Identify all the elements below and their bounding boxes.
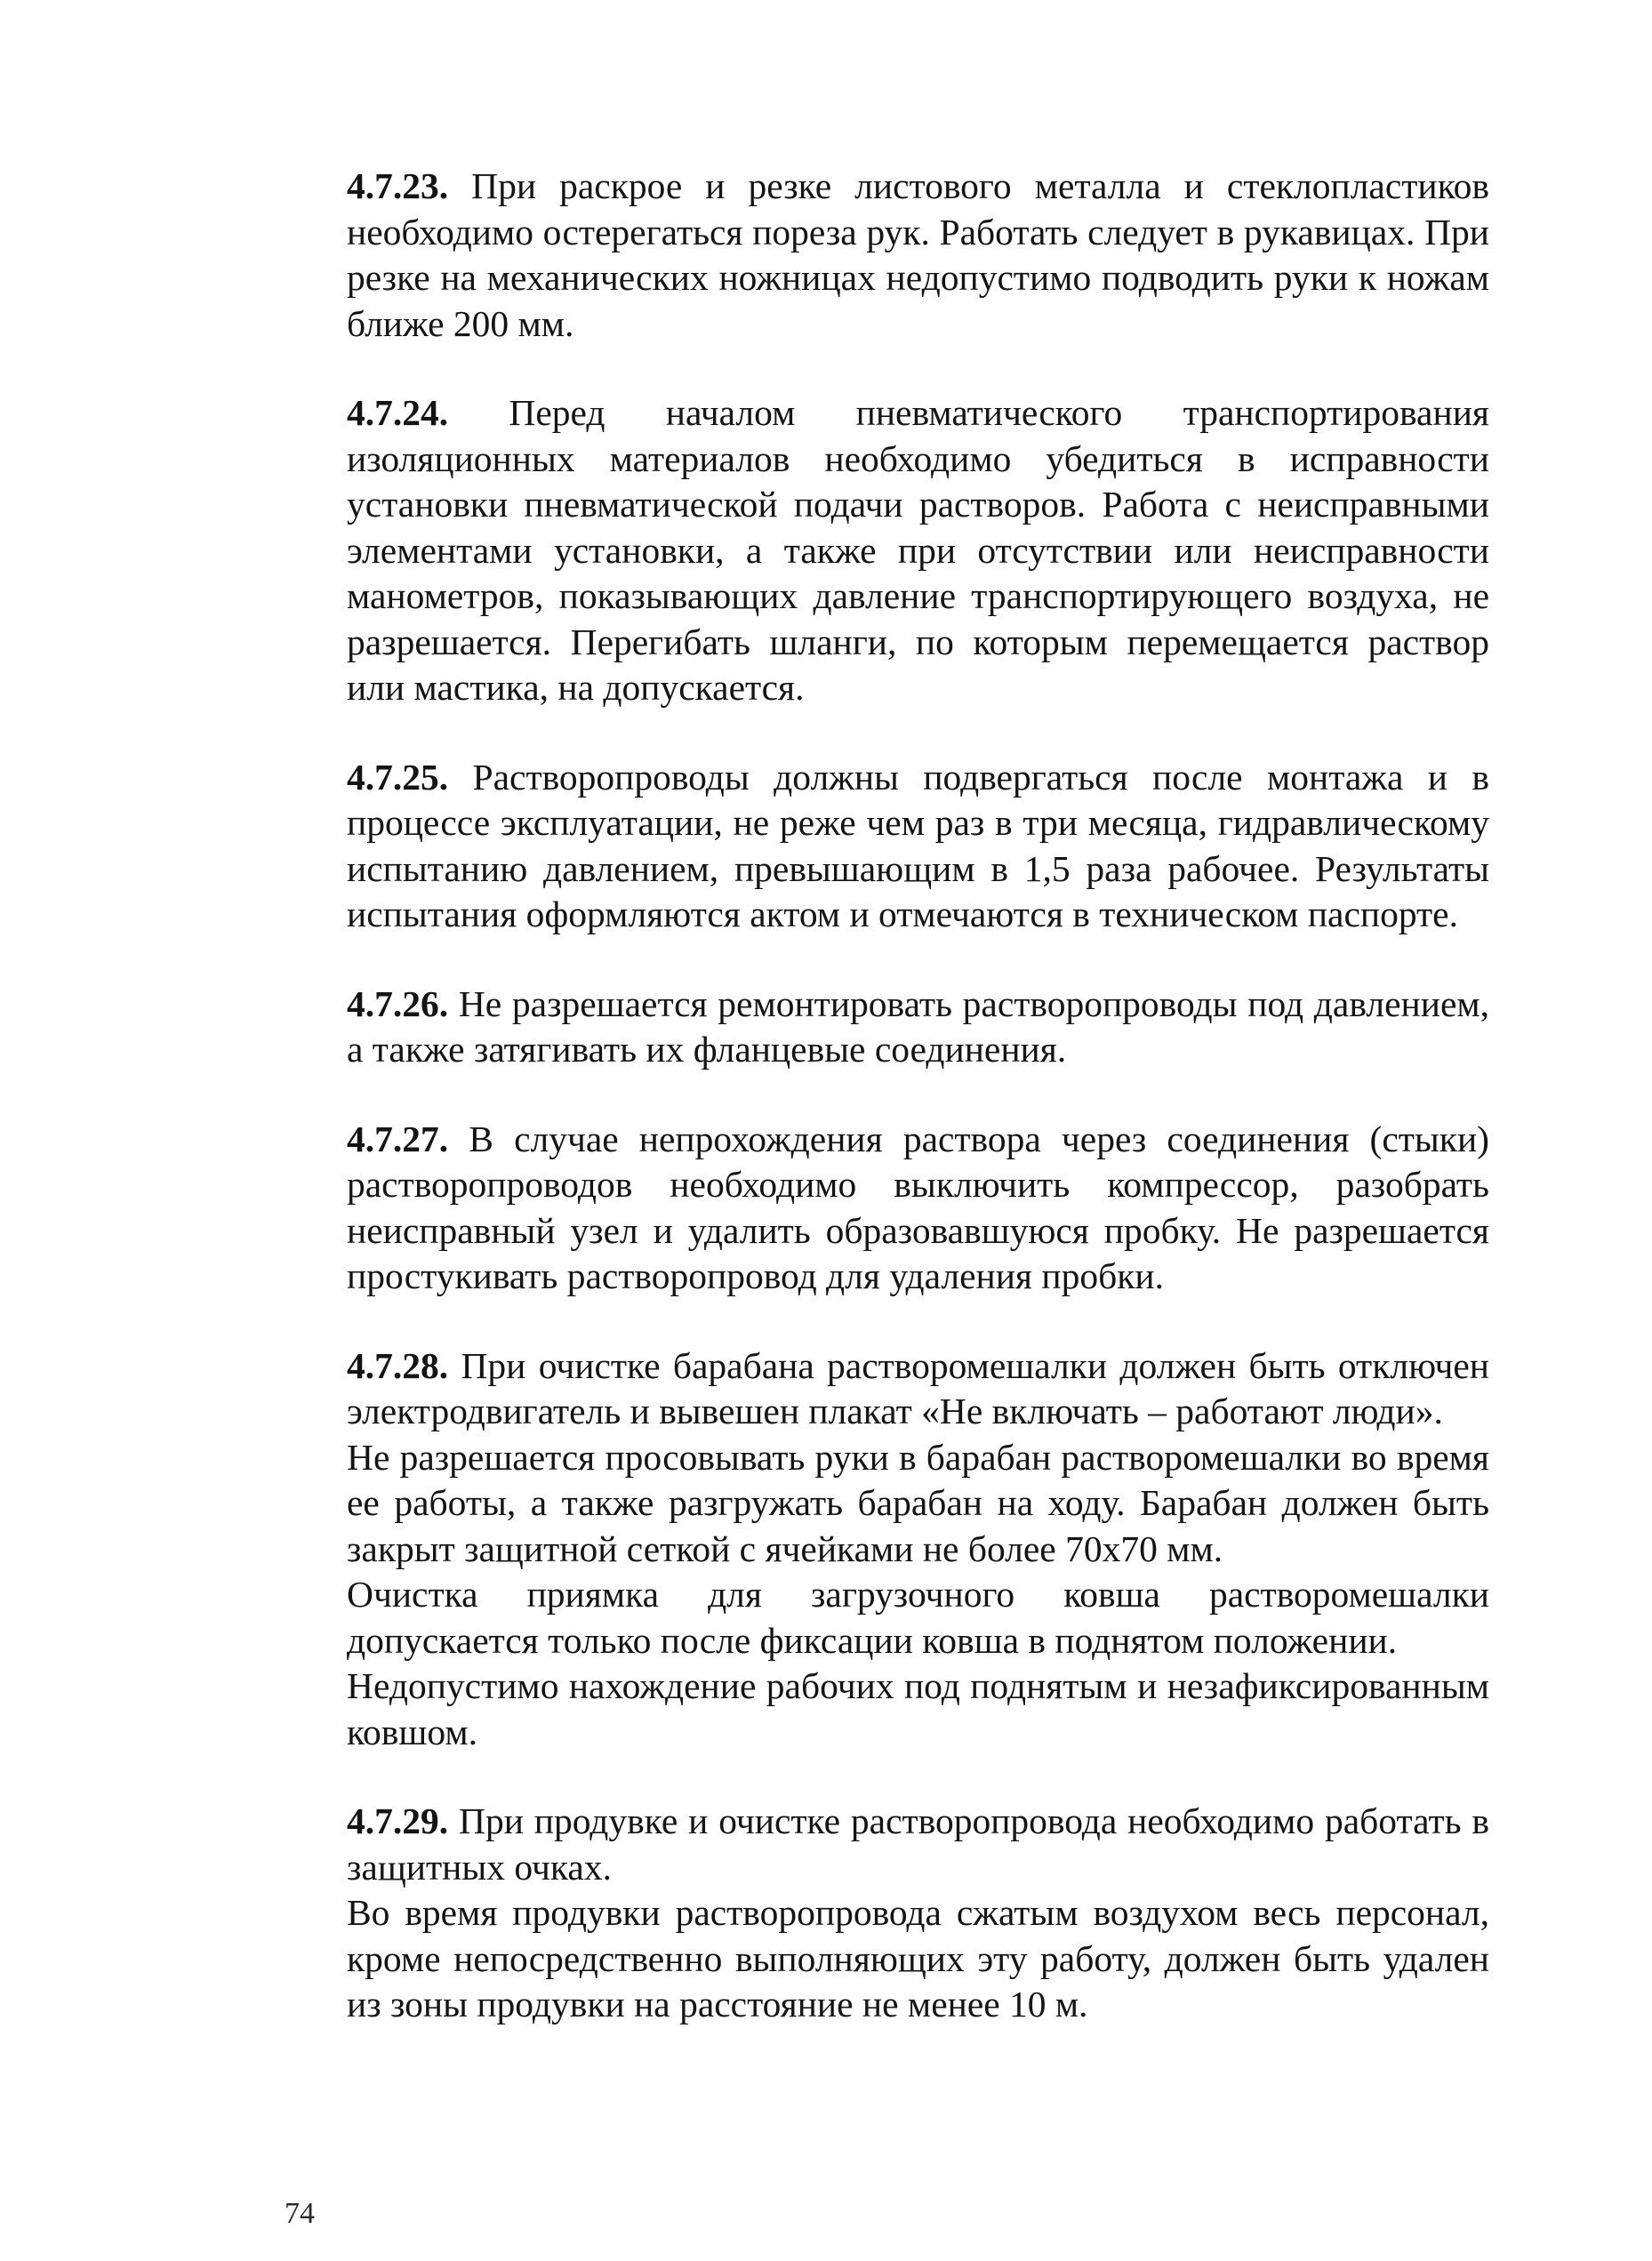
section-number: 4.7.28. [347, 1344, 449, 1386]
paragraph: Очистка приямка для загрузочного ковша растворомешалки допускается только после фиксации ковша в поднятом положении. [347, 1574, 1489, 1661]
section-number: 4.7.27. [347, 1118, 449, 1159]
section-number: 4.7.26. [347, 982, 449, 1024]
paragraph [347, 390, 1489, 711]
section-4-7-23 [347, 164, 1489, 347]
paragraph [347, 1117, 1489, 1300]
paragraph: Не разрешается просовывать руки в барабан растворомешалки во время ее работы, а также разгружать барабан на ходу. Барабан должен быть закрыт защитной сеткой с ячейками не более 70х70 мм. [347, 1436, 1489, 1569]
section-4-7-25 [347, 755, 1489, 938]
section-4-7-28 [347, 1343, 1489, 1756]
paragraph-text: При продувке и очистке растворопровода необходимо работать в защитных очках. [347, 1800, 1489, 1888]
section-4-7-24 [347, 390, 1489, 711]
paragraph-text: При раскрое и резке листового металла и стеклопластиков необходимо остерегаться пореза рук. Работать следует в рукавицах. При резке на механических ножницах недопустимо подводить руки к ножам ближе 200 мм. [347, 165, 1489, 344]
section-number: 4.7.23. [347, 165, 449, 206]
paragraph [347, 164, 1489, 347]
section-number: 4.7.29. [347, 1800, 449, 1841]
paragraph [347, 1799, 1489, 1890]
body-text [347, 164, 1489, 2072]
section-4-7-26 [347, 982, 1489, 1073]
section-4-7-27 [347, 1117, 1489, 1300]
paragraph [347, 755, 1489, 938]
paragraph-text: Не разрешается ремонтировать растворопроводы под давлением, а также затягивать их фланцевые соединения. [347, 982, 1489, 1070]
section-number: 4.7.25. [347, 756, 449, 798]
paragraph: Недопустимо нахождение рабочих под поднятым и незафиксированным ковшом. [347, 1665, 1489, 1752]
paragraph-text: В случае непрохождения раствора через соединения (стыки) растворопроводов необходимо выключить компрессор, разобрать неисправный узел и удалить образовавшуюся пробку. Не разрешается простукивать растворопровод для удаления пробки. [347, 1118, 1489, 1296]
paragraph-text: Перед началом пневматического транспортирования изоляционных материалов необходимо убедиться в исправности установки пневматической подачи растворов. Работа с неисправными элементами установки, а также при отсутствии или неисправности манометров, показывающих давление транспортирующего воздуха, не разрешается. Перегибать шланги, по которым перемещается раствор или мастика, на допускается. [347, 392, 1489, 708]
paragraph-text: Растворопроводы должны подвергаться после монтажа и в процессе эксплуатации, не реже чем раз в три месяца, гидравлическому испытанию давлением, превышающим в 1,5 раза рабочее. Результаты испытания оформляются актом и отмечаются в техническом паспорте. [347, 756, 1489, 934]
paragraph-text: При очистке барабана растворомешалки должен быть отключен электродвигатель и вывешен плакат «Не включать – работают люди». [347, 1344, 1489, 1431]
paragraph: Во время продувки растворопровода сжатым воздухом весь персонал, кроме непосредственно выполняющих эту работу, должен быть удален из зоны продувки на расстояние не менее 10 м. [347, 1892, 1489, 2024]
page-number: 74 [285, 2197, 315, 2230]
paragraph [347, 1343, 1489, 1435]
section-number: 4.7.24. [347, 392, 449, 433]
paragraph [347, 982, 1489, 1073]
section-4-7-29 [347, 1799, 1489, 2028]
